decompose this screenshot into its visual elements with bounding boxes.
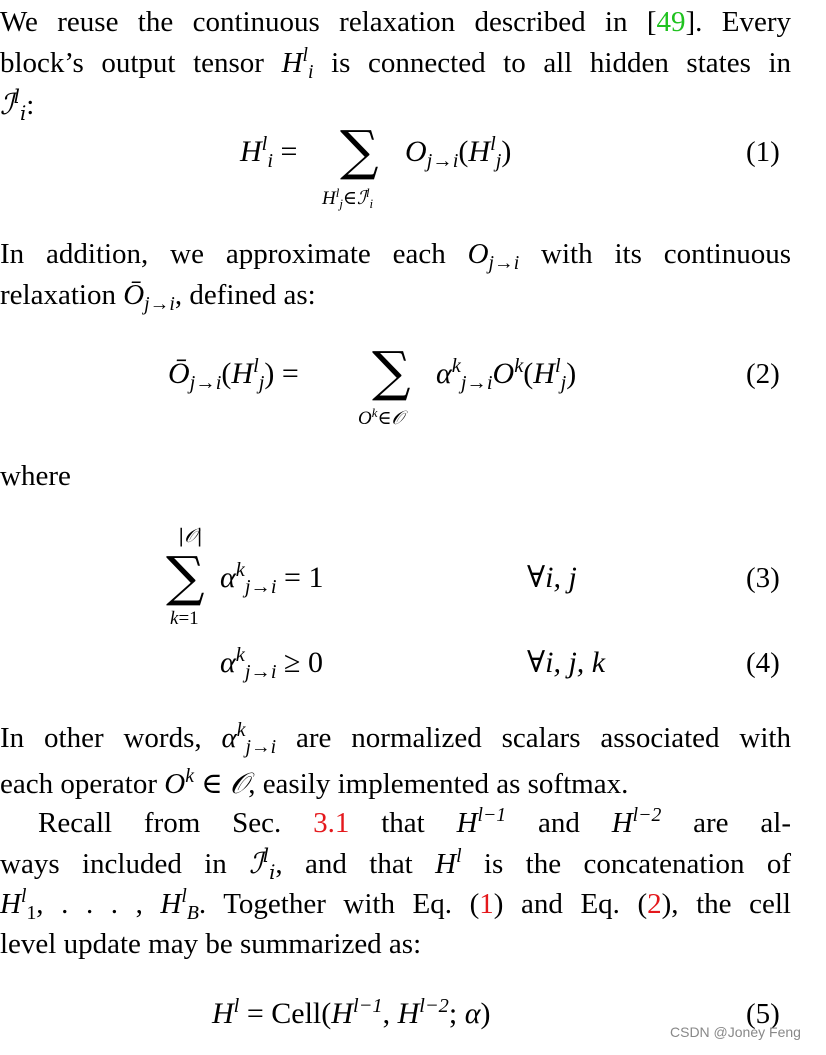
paragraph-1-line-1: We reuse the continuous relaxation described in [49]. Every	[0, 6, 791, 38]
math-O-j-to-i: $O_{j\to i}$	[467, 238, 520, 274]
section-3-1-link[interactable]: 3.1	[313, 807, 350, 839]
eq2-lhs: $Ō_{j\to i}(H^l_j)$ =	[168, 354, 299, 395]
paragraph-2-line-1: In addition, we approximate each $O_{j\to i}$ with its continuous	[0, 238, 791, 274]
eq3-condition: ∀i, j	[527, 561, 577, 594]
math-I-i-l-2: ℐ$^l_i$	[249, 844, 276, 884]
eq-1-link[interactable]: 1	[479, 888, 494, 920]
eq3-sum-symbol: ∑	[166, 545, 205, 608]
paragraph-1-line-2: block’s output tensor $H^l_i$ is connected to all hidden states in	[0, 44, 792, 83]
math-alpha-k-j-to-i: $\alpha^k_{j\to i}$	[221, 719, 277, 758]
math-H-l: $H^l$	[435, 845, 462, 880]
eq4-term: $\alpha^k_{j\to i} \ge 0$	[220, 643, 324, 684]
eq-2-link[interactable]: 2	[647, 888, 662, 920]
eq1-sum-symbol: ∑	[340, 119, 379, 182]
math-I-i-l: ℐ$^l_i$	[0, 85, 27, 125]
eq1-number: (1)	[746, 136, 780, 168]
paragraph-2-line-2: relaxation $Ō_{j\to i}$, defined as:	[0, 279, 316, 315]
paragraph-4-line-3: $H^l_1$, . . . , $H^l_B$. Together with Eq. (1) and Eq. (2), the cell	[0, 885, 791, 924]
math-H-1-to-B: $H^l_1$, . . . , $H^l_B$	[0, 885, 199, 924]
math-H-l-minus-1: $H^{l-1}$	[456, 804, 507, 839]
math-H-i-l: $H^l_i$	[281, 44, 314, 83]
eq2-sum-lower-limit: $O^k\in 𝒪$	[358, 404, 404, 429]
eq4-number: (4)	[746, 647, 780, 679]
eq3-sum-upper-limit: |𝒪|	[178, 525, 203, 547]
math-O-bar-j-to-i: $Ō_{j\to i}$	[123, 279, 175, 315]
citation-49-link[interactable]: 49	[656, 6, 686, 38]
paragraph-4-line-4: level update may be summarized as:	[0, 928, 422, 960]
paragraph-3-line-1: In other words, $\alpha^k_{j\to i}$ are normalized scalars associated with	[0, 719, 791, 758]
paragraph-4-line-1: Recall from Sec. 3.1 that $H^{l-1}$ and $H^{l-2}$ are al-	[38, 804, 791, 839]
eq1-sum-lower-limit: $H^l_j\in ℐ^l_i$	[322, 184, 374, 211]
eq3-number: (3)	[746, 562, 780, 594]
eq5-number: (5)	[746, 998, 780, 1030]
eq1-lhs: $H^l_i$ =	[240, 132, 298, 173]
eq2-number: (2)	[746, 358, 780, 390]
paragraph-3-line-2: each operator $O^k$ ∈ 𝒪, easily implemented as softmax.	[0, 765, 629, 800]
math-H-l-minus-2: $H^{l-2}$	[611, 804, 662, 839]
eq5-body: $H^l$ = $Cell(H^{l-1}$, $H^{l-2}$; α)	[212, 994, 491, 1030]
math-O-k-in-O: $O^k$ ∈ 𝒪	[164, 765, 249, 800]
paragraph-4-line-2: ways included in ℐ$^l_i$, and that $H^l$ is the concatenation of	[0, 844, 792, 884]
watermark: CSDN @Joney Feng	[670, 1024, 801, 1040]
eq3-term: $\alpha^k_{j\to i} = 1$	[220, 558, 324, 599]
eq1-rhs: $O_{j\to i}(H^l_j)$	[405, 132, 512, 173]
where-text: where	[0, 460, 71, 492]
eq3-sum-lower-limit: k=1	[170, 608, 199, 629]
eq4-condition: ∀i, j, k	[527, 646, 606, 679]
eq2-sum-symbol: ∑	[372, 340, 411, 403]
paragraph-1-line-3: ℐ$^l_i$:	[0, 85, 35, 125]
eq2-rhs: $\alpha^k_{j\to i}O^k(H^l_j)$	[436, 354, 577, 395]
